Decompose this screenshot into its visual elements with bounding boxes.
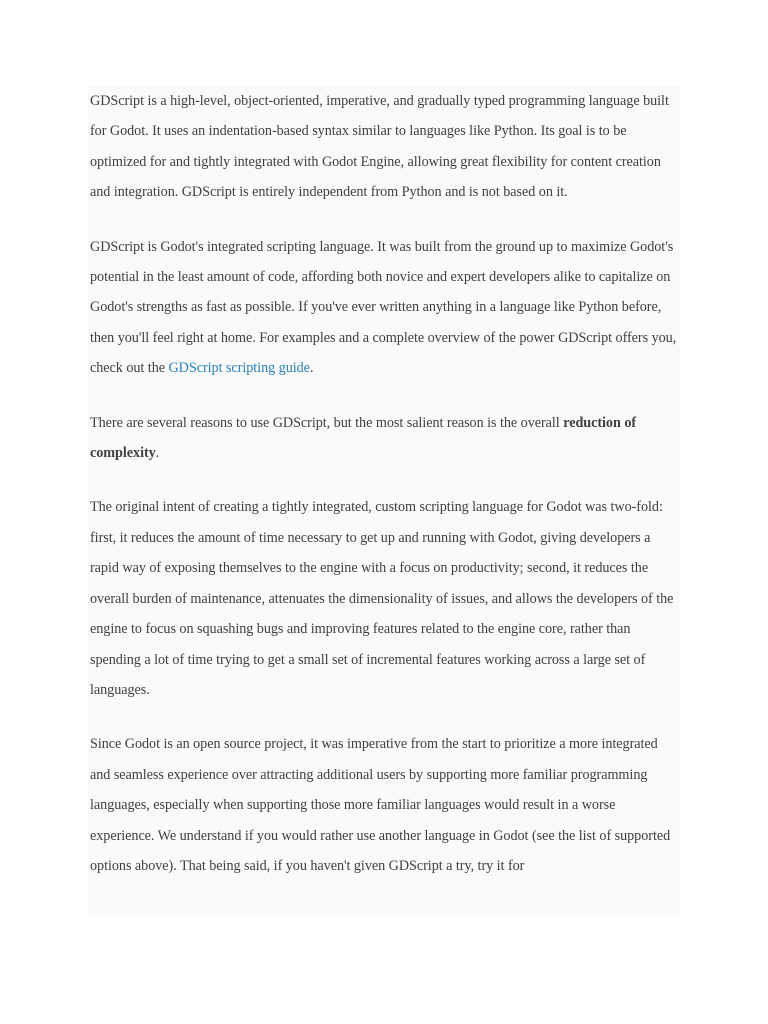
paragraph-original-intent — [90, 492, 678, 705]
paragraph-punctuation: . — [155, 445, 160, 462]
paragraph-text: GDScript is a high-level, object-oriented, imperative, and gradually typed programming language built for Godot. It uses an indentation-based syntax similar to languages like Python. Its goal is to be optimized for and tightly integrated with Godot Engine, allowing great flexibility for content creation and integration. GDScript is entirely independent from Python and is not based on it. — [90, 93, 669, 201]
paragraph-text: GDScript is Godot's integrated scripting language. It was built from the ground up to maximize Godot's potential in the least amount of code, affording both novice and expert developers alike to capitalize on Godot's strengths as fast as possible. If you've ever written anything in a language like Python before, then you'll feel right at home. For examples and a complete overview of the power GDScript offers you, check out the — [90, 238, 677, 377]
paragraph-integrated-language — [90, 232, 678, 384]
paragraph-text: The original intent of creating a tightly integrated, custom scripting language for Godot was two-fold: first, it reduces the amount of time necessary to get up and running with Godot, giving developers a rapid way of exposing themselves to the engine with a focus on productivity; second, it reduces the overall burden of maintenance, attenuates the dimensionality of issues, and allows the developers of the engine to focus on squashing bugs and improving features related to the engine core, rather than spending a lot of time trying to get a small set of incremental features working across a large set of languages. — [90, 499, 674, 698]
gdscript-scripting-guide-link[interactable]: GDScript scripting guide — [168, 360, 310, 377]
paragraph-reasons — [90, 408, 678, 469]
paragraph-punctuation: . — [309, 360, 314, 377]
paragraph-text: There are several reasons to use GDScript, but the most salient reason is the overall — [90, 414, 564, 431]
paragraph-text: Since Godot is an open source project, it was imperative from the start to prioritize a more integrated and seamless experience over attracting additional users by supporting more familiar programming languages, especially when supporting those more familiar languages would result in a worse experience. We understand if you would rather use another language in Godot (see the list of supported options above). That being said, if you haven't given GDScript a try, try it for — [90, 736, 671, 874]
paragraph-gdscript-intro — [90, 86, 678, 208]
paragraph-open-source — [90, 729, 678, 881]
article-body — [88, 86, 680, 916]
emphasis-reduction-of-complexity: reduction of complexity — [90, 414, 637, 462]
